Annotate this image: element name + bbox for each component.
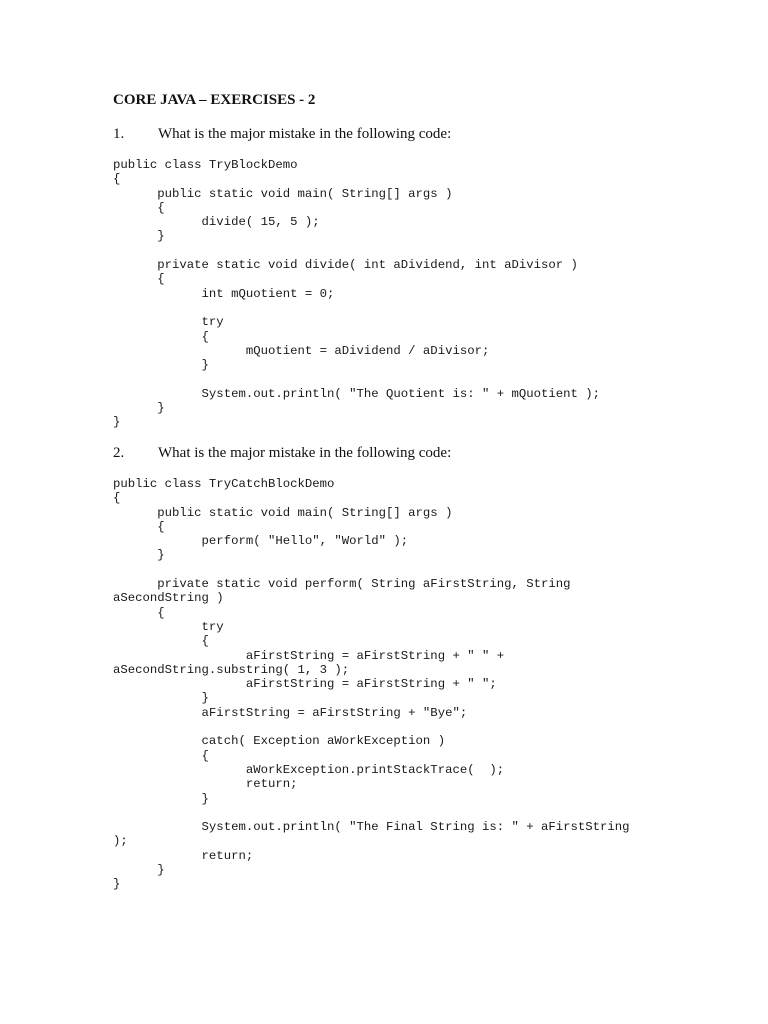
code-line: {	[113, 519, 165, 534]
code-line: public class TryBlockDemo	[113, 158, 298, 172]
question-2	[113, 443, 451, 463]
code-line: public static void main( String[] args )	[113, 186, 453, 201]
code-line: aFirstString = aFirstString + "Bye";	[113, 705, 468, 720]
code-line: try	[113, 315, 224, 330]
question-number: 2.	[113, 445, 125, 461]
code-line: private static void divide( int aDividend, int aDivisor )	[113, 258, 578, 273]
code-line	[113, 244, 600, 258]
code-line: divide( 15, 5 );	[113, 215, 320, 230]
code-line: aFirstString = aFirstString + " " +	[113, 648, 505, 663]
question-text: What is the major mistake in the following code:	[158, 126, 452, 142]
code-line	[113, 720, 630, 734]
page-title: CORE JAVA – EXERCISES - 2	[113, 92, 316, 108]
code-line: {	[113, 748, 209, 763]
code-line: }	[113, 548, 165, 563]
code-line: }	[113, 877, 121, 892]
code-line: aSecondString )	[113, 591, 224, 606]
code-line: private static void perform( String aFirstString, String	[113, 577, 571, 592]
code-line: {	[113, 634, 209, 649]
code-line: System.out.println( "The Final String is: " + aFirstString	[113, 820, 630, 835]
code-line: {	[113, 172, 121, 187]
code-line: catch( Exception aWorkException )	[113, 734, 446, 749]
code-line: aSecondString.substring( 1, 3 );	[113, 662, 350, 677]
code-line: }	[113, 415, 121, 430]
code-block-1	[113, 158, 600, 430]
code-line	[113, 806, 630, 820]
code-block-2	[113, 477, 630, 892]
code-line: mQuotient = aDividend / aDivisor;	[113, 343, 490, 358]
code-line: perform( "Hello", "World" );	[113, 534, 409, 549]
code-line: }	[113, 358, 209, 373]
code-line: }	[113, 401, 165, 416]
question-1	[113, 124, 451, 144]
code-line: int mQuotient = 0;	[113, 286, 335, 301]
code-line: {	[113, 605, 165, 620]
question-number: 1.	[113, 126, 125, 142]
code-line: }	[113, 863, 165, 878]
code-line: {	[113, 491, 121, 506]
code-line: aWorkException.printStackTrace( );	[113, 762, 505, 777]
code-line	[113, 372, 600, 386]
code-line: {	[113, 272, 165, 287]
code-line: public static void main( String[] args )	[113, 505, 453, 520]
code-line	[113, 563, 630, 577]
code-line: {	[113, 200, 165, 215]
code-line: return;	[113, 848, 254, 863]
code-line: }	[113, 791, 209, 806]
code-line: {	[113, 329, 209, 344]
code-line: public class TryCatchBlockDemo	[113, 477, 335, 491]
code-line: System.out.println( "The Quotient is: " + mQuotient );	[113, 386, 601, 401]
question-text: What is the major mistake in the following code:	[158, 445, 452, 461]
code-line: }	[113, 691, 209, 706]
code-line: );	[113, 834, 128, 849]
code-line: }	[113, 229, 165, 244]
code-line: aFirstString = aFirstString + " ";	[113, 677, 497, 692]
code-line: try	[113, 619, 224, 634]
code-line	[113, 301, 600, 315]
code-line: return;	[113, 777, 298, 792]
